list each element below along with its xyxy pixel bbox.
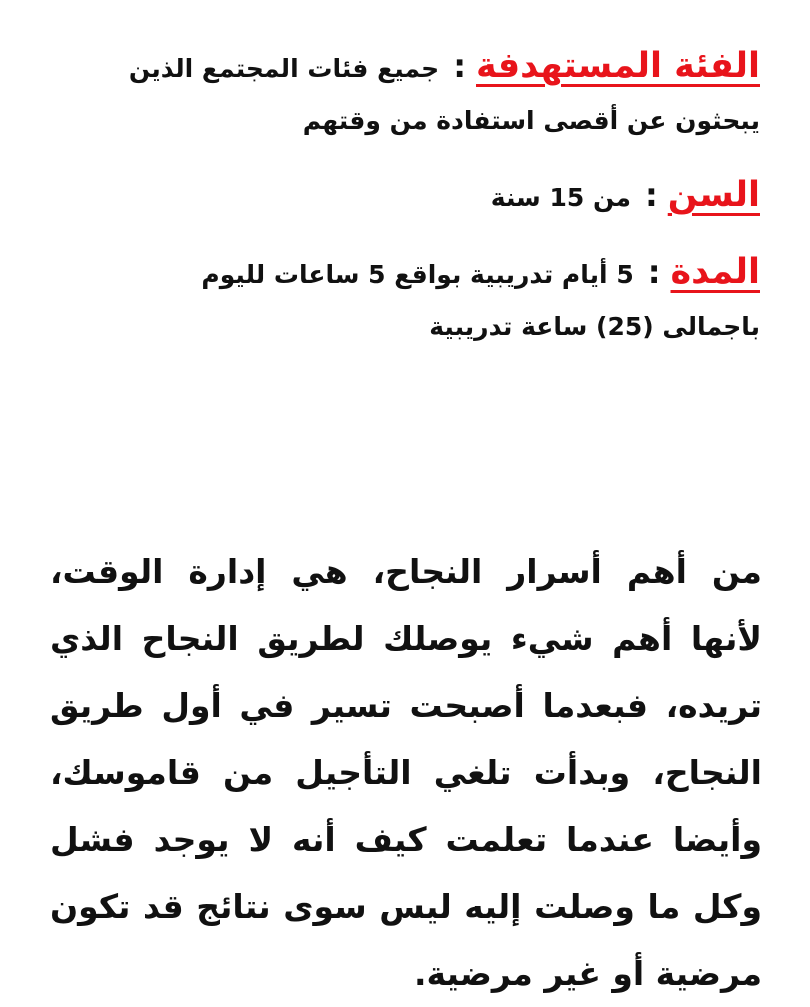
duration-label: المدة — [670, 252, 760, 292]
age-separator: : — [644, 176, 658, 214]
age-label: السن — [667, 175, 760, 215]
age-text: من 15 سنة — [490, 183, 631, 212]
duration-separator: : — [647, 253, 661, 291]
duration-row — [100, 246, 760, 353]
duration-text: 5 أيام تدريبية بواقع 5 ساعات لليوم باجمالى (25) ساعة تدريبية — [201, 260, 760, 341]
target-audience-label: الفئة المستهدفة — [476, 46, 760, 86]
target-audience-separator: : — [453, 47, 466, 85]
time-management-paragraph: من أهم أسرار النجاح، هي إدارة الوقت، لأنها أهم شيء يوصلك لطريق النجاح الذي تريده، فبعدما أصبحت تسير في أول طريق النجاح، وبدأت تلغي التأجيل من قاموسك، وأيضا عندما تعلمت كيف أنه لا يوجد فشل وكل ما وصلت إليه ليس سوى نتائج قد تكون مرضية أو غير مرضية. — [50, 552, 762, 993]
age-row — [100, 169, 760, 224]
course-info — [100, 40, 760, 353]
target-audience-row — [100, 40, 760, 147]
target-audience-text: جميع فئات المجتمع الذين يبحثون عن أقصى استفادة من وقتهم — [128, 54, 760, 135]
